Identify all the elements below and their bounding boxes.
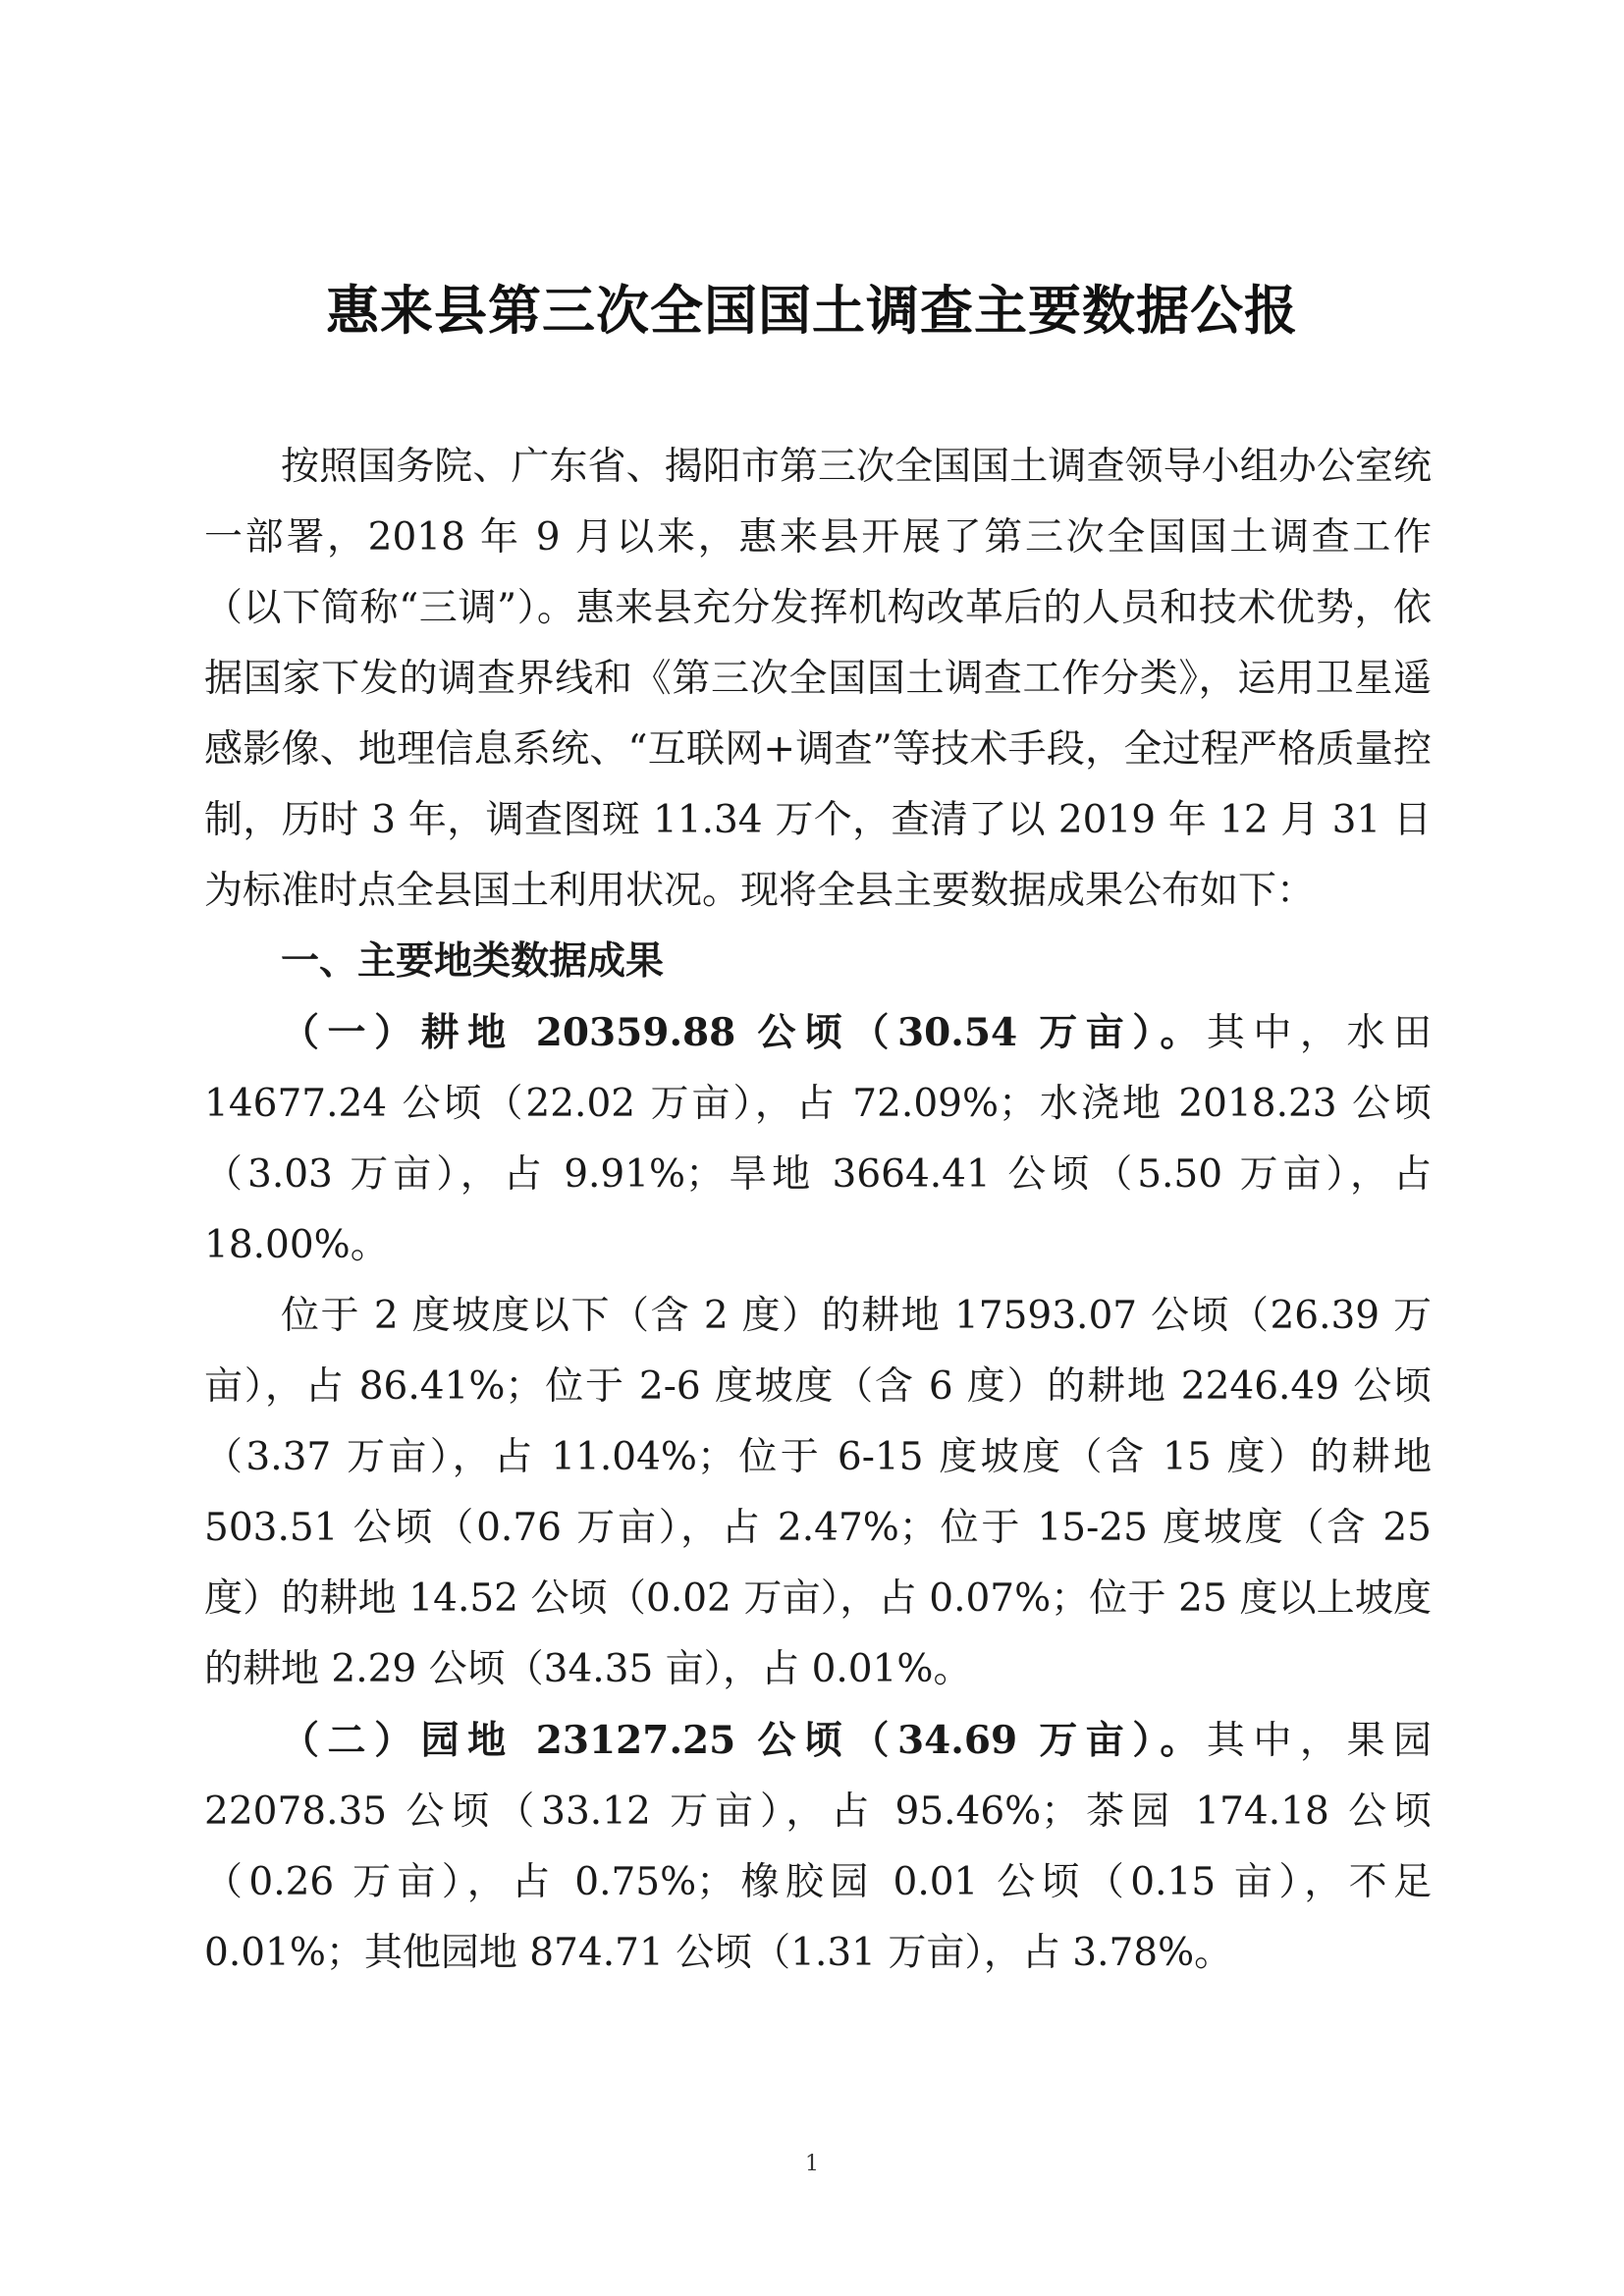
intro-paragraph: 按照国务院、广东省、揭阳市第三次全国国土调查领导小组办公室统一部署，2018 年 9 月以来，惠来县开展了第三次全国国土调查工作（以下简称“三调”）。惠来县充分发挥机构改革后的人员和技术优势，依据国家下发的调查界线和《第三次全国国土调查工作分类》，运用卫星遥感影像、地理信息系统、“互联网+调查”等技术手段，全过程严格质量控制，历时 3 年，调查图斑 11.34 万个，查清了以 2019 年 12 月 31 日为标准时点全县国土利用状况。现将全县主要数据成果公布如下： xyxy=(204,445,1432,913)
cultivated-land-text: 其中，水田 14677.24 公顷（22.02 万亩），占 72.09%；水浇地 2018.23 公顷（3.03 万亩），占 9.91%；旱地 3664.41 公顷（5.50 万亩），占 18.00%。 xyxy=(204,1011,1432,1267)
cultivated-land-paragraph xyxy=(204,997,1432,1281)
garden-land-heading: （二）园地 23127.25 公顷（34.69 万亩）。 xyxy=(281,1718,1207,1763)
section-heading-main-land-types: 一、主要地类数据成果 xyxy=(281,939,665,984)
page-title: 惠来县第三次全国国土调查主要数据公报 xyxy=(326,280,1298,342)
cultivated-land-heading: （一）耕地 20359.88 公顷（30.54 万亩）。 xyxy=(281,1010,1207,1055)
page-number: 1 xyxy=(805,2152,819,2176)
document-body xyxy=(204,432,1432,1989)
garden-land-text: 其中，果园 22078.35 公顷（33.12 万亩），占 95.46%；茶园 174.18 公顷（0.26 万亩），占 0.75%；橡胶园 0.01 公顷（0.15 亩），不足 0.01%；其他园地 874.71 公顷（1.31 万亩），占 3.78%。 xyxy=(204,1719,1432,1975)
slope-paragraph: 位于 2 度坡度以下（含 2 度）的耕地 17593.07 公顷（26.39 万亩），占 86.41%；位于 2-6 度坡度（含 6 度）的耕地 2246.49 公顷（3.37 万亩），占 11.04%；位于 6-15 度坡度（含 15 度）的耕地 503.51 公顷（0.76 万亩），占 2.47%；位于 15-25 度坡度（含 25 度）的耕地 14.52 公顷（0.02 万亩），占 0.07%；位于 25 度以上坡度的耕地 2.29 公顷（34.35 亩），占 0.01%。 xyxy=(204,1294,1432,1691)
garden-land-paragraph xyxy=(204,1705,1432,1989)
